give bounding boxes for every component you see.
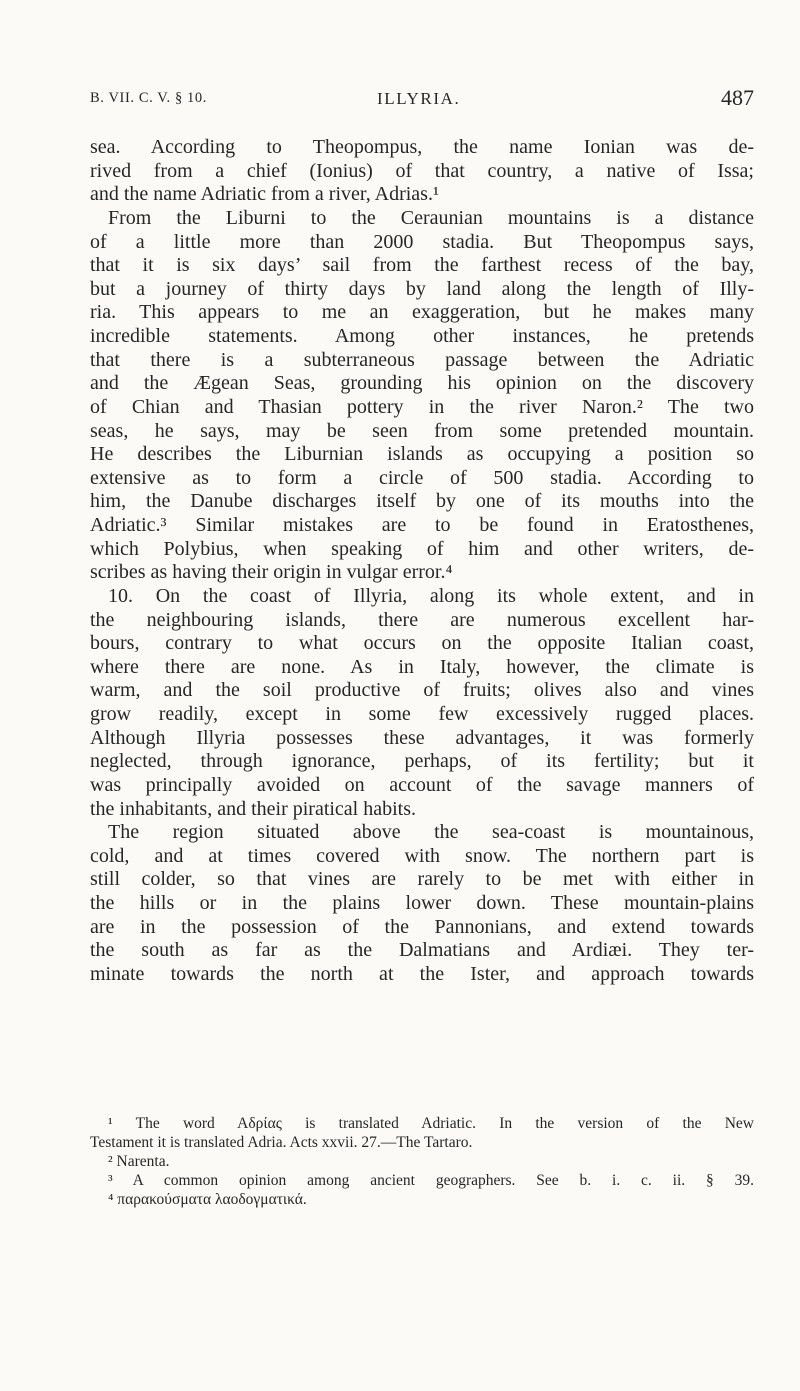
text-line: neglected, through ignorance, perhaps, of its fertility; but it xyxy=(90,750,754,773)
text-line: sea. According to Theopompus, the name Ionian was de- xyxy=(90,136,754,158)
text-line: which Polybius, when speaking of him and other writers, de- xyxy=(90,537,754,560)
text-line: 10. On the coast of Illyria, along its whole extent, and in xyxy=(108,584,754,607)
text-line: extensive as to form a circle of 500 stadia. According to xyxy=(90,466,754,489)
book-chapter-section-ref: B. VII. C. V. § 10. xyxy=(90,90,207,106)
page-number: 487 xyxy=(721,85,754,110)
footnotes xyxy=(90,1114,754,1209)
text-line: minate towards the north at the Ister, and approach towards xyxy=(90,962,754,985)
footnote-line: ⁴ παρακούσματα λαοδογματικά. xyxy=(108,1191,307,1208)
text-line: Adriatic.³ Similar mistakes are to be found in Eratosthenes, xyxy=(90,514,754,536)
text-line: grow readily, except in some few excessively rugged places. xyxy=(90,703,754,725)
text-line: of a little more than 2000 stadia. But Theopompus says, xyxy=(90,230,754,253)
text-line: incredible statements. Among other instances, he pretends xyxy=(90,325,754,347)
text-line: bours, contrary to what occurs on the opposite Italian coast, xyxy=(90,632,754,655)
footnote-line: ² Narenta. xyxy=(108,1153,170,1170)
text-line: and the name Adriatic from a river, Adrias.¹ xyxy=(90,183,439,206)
text-line: Although Illyria possesses these advantages, it was formerly xyxy=(90,726,754,749)
text-line: warm, and the soil productive of fruits; olives also and vines xyxy=(90,679,754,702)
text-line: the south as far as the Dalmatians and Ardiæi. They ter- xyxy=(90,939,754,962)
text-line: where there are none. As in Italy, however, the climate is xyxy=(90,655,754,678)
text-line: ria. This appears to me an exaggeration, but he makes many xyxy=(90,301,754,324)
footnote-line: Testament it is translated Adria. Acts xxvii. 27.—The Tartaro. xyxy=(90,1134,473,1151)
text-line: but a journey of thirty days by land along the length of Illy- xyxy=(90,277,754,300)
text-line: him, the Danube discharges itself by one of its mouths into the xyxy=(90,490,754,513)
footnote-line: ³ A common opinion among ancient geographers. See b. i. c. ii. § 39. xyxy=(108,1172,754,1189)
text-line: The region situated above the sea-coast is mountainous, xyxy=(108,821,754,844)
text-line: of Chian and Thasian pottery in the river Naron.² The two xyxy=(90,395,754,418)
text-line: seas, he says, may be seen from some pretended mountain. xyxy=(90,419,754,442)
footnote-line: ¹ The word Aδρίας is translated Adriatic. In the version of the New xyxy=(108,1115,754,1132)
text-line: the neighbouring islands, there are numerous excellent har- xyxy=(90,608,754,631)
text-line: still colder, so that vines are rarely to be met with either in xyxy=(90,868,754,891)
text-line: rived from a chief (Ionius) of that country, a native of Issa; xyxy=(90,159,754,182)
running-header xyxy=(90,85,754,116)
text-line: that there is a subterraneous passage between the Adriatic xyxy=(90,348,754,371)
text-line: was principally avoided on account of the savage manners of xyxy=(90,773,754,796)
text-line: cold, and at times covered with snow. The northern part is xyxy=(90,844,754,867)
text-line: that it is six days’ sail from the farthest recess of the bay, xyxy=(90,254,754,277)
running-title: ILLYRIA. xyxy=(377,89,461,108)
text-line: From the Liburni to the Ceraunian mountains is a distance xyxy=(108,206,754,229)
text-line: scribes as having their origin in vulgar error.⁴ xyxy=(90,561,453,584)
main-text xyxy=(90,136,754,987)
text-line: the hills or in the plains lower down. These mountain-plains xyxy=(90,892,754,914)
text-line: the inhabitants, and their piratical habits. xyxy=(90,797,417,820)
text-line: are in the possession of the Pannonians, and extend towards xyxy=(90,915,754,938)
text-line: He describes the Liburnian islands as occupying a position so xyxy=(90,443,754,466)
text-line: and the Ægean Seas, grounding his opinion on the discovery xyxy=(90,372,754,395)
